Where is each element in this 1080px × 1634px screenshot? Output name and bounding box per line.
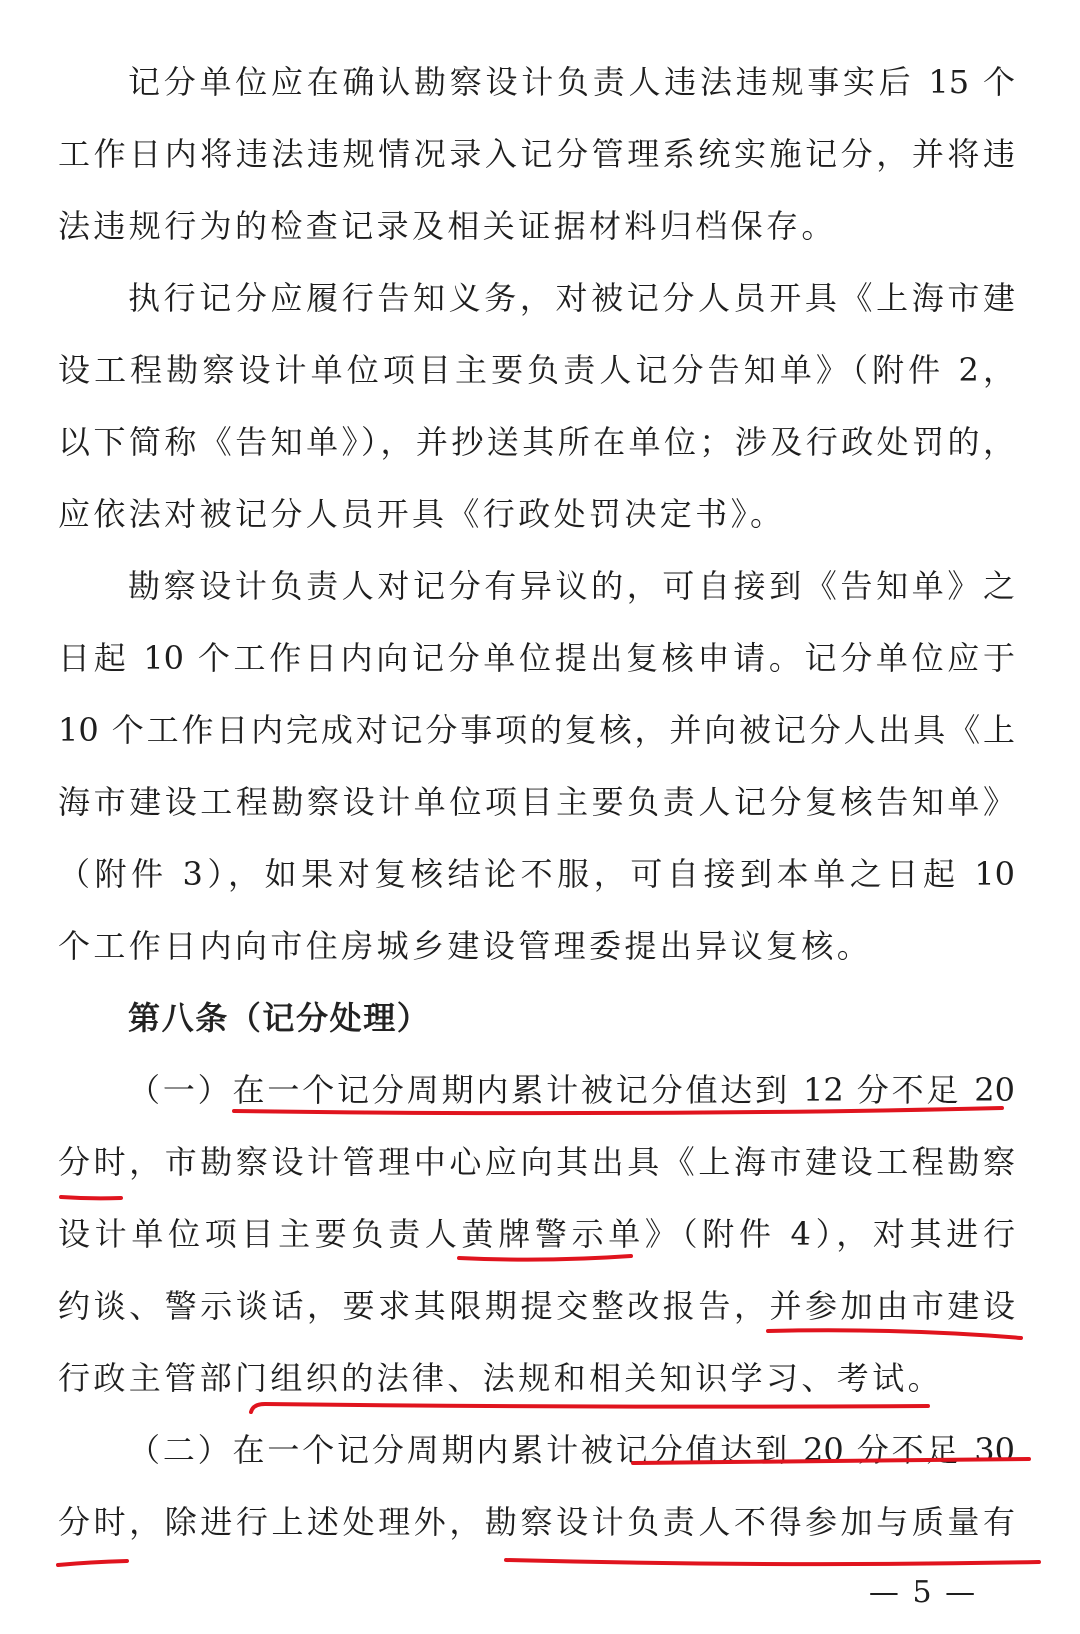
red-underline (506, 1560, 1039, 1564)
paragraph (58, 262, 1015, 550)
paragraph (58, 46, 1015, 262)
text-line: 法违规行为的检查记录及相关证据材料归档保存。 (58, 207, 837, 245)
text-line: 以下简称《告知单》），并抄送其所在单位；涉及行政处罚的， (58, 423, 1015, 461)
text-line: 个工作日内向市住房城乡建设管理委提出异议复核。 (58, 927, 873, 965)
text-line: 工作日内将违法违规情况录入记分管理系统实施记分，并将违 (58, 135, 1015, 173)
text-line: 执行记分应履行告知义务，对被记分人员开具《上海市建 (128, 279, 1015, 317)
clause-one (58, 1054, 1015, 1414)
text-line: 10 个工作日内完成对记分事项的复核，并向被记分人出具《上 (58, 711, 1015, 749)
text-line: 勘察设计负责人对记分有异议的，可自接到《告知单》之 (128, 567, 1015, 605)
article-heading: 第八条（记分处理） (128, 999, 431, 1037)
page-number: — 5 — (868, 1575, 978, 1610)
red-underline (58, 1561, 127, 1565)
text-line: 日起 10 个工作日内向记分单位提出复核申请。记分单位应于 (58, 639, 1015, 677)
text-line: 行政主管部门组织的法律、法规和相关知识学习、考试。 (58, 1359, 944, 1397)
text-line: 应依法对被记分人员开具《行政处罚决定书》。 (58, 495, 786, 533)
text-line: 约谈、警示谈话，要求其限期提交整改报告，并参加由市建设 (58, 1287, 1015, 1325)
clause-two (58, 1414, 1015, 1558)
text-line: 海市建设工程勘察设计单位项目主要负责人记分复核告知单》 (58, 783, 1015, 821)
text-line: （一）在一个记分周期内累计被记分值达到 12 分不足 20 (128, 1071, 1015, 1109)
text-line: 分时，市勘察设计管理中心应向其出具《上海市建设工程勘察 (58, 1143, 1015, 1181)
text-line: （二）在一个记分周期内累计被记分值达到 20 分不足 30 (128, 1431, 1015, 1469)
paragraph (58, 550, 1015, 982)
document-page (58, 46, 1015, 1558)
text-line: （附件 3），如果对复核结论不服，可自接到本单之日起 10 (58, 855, 1015, 893)
text-line: 设工程勘察设计单位项目主要负责人记分告知单》（附件 2， (58, 351, 1015, 389)
text-line: 分时，除进行上述处理外，勘察设计负责人不得参加与质量有 (58, 1503, 1015, 1541)
text-line: 设计单位项目主要负责人黄牌警示单》（附件 4），对其进行 (58, 1215, 1015, 1253)
text-line: 记分单位应在确认勘察设计负责人违法违规事实后 15 个 (128, 63, 1015, 101)
